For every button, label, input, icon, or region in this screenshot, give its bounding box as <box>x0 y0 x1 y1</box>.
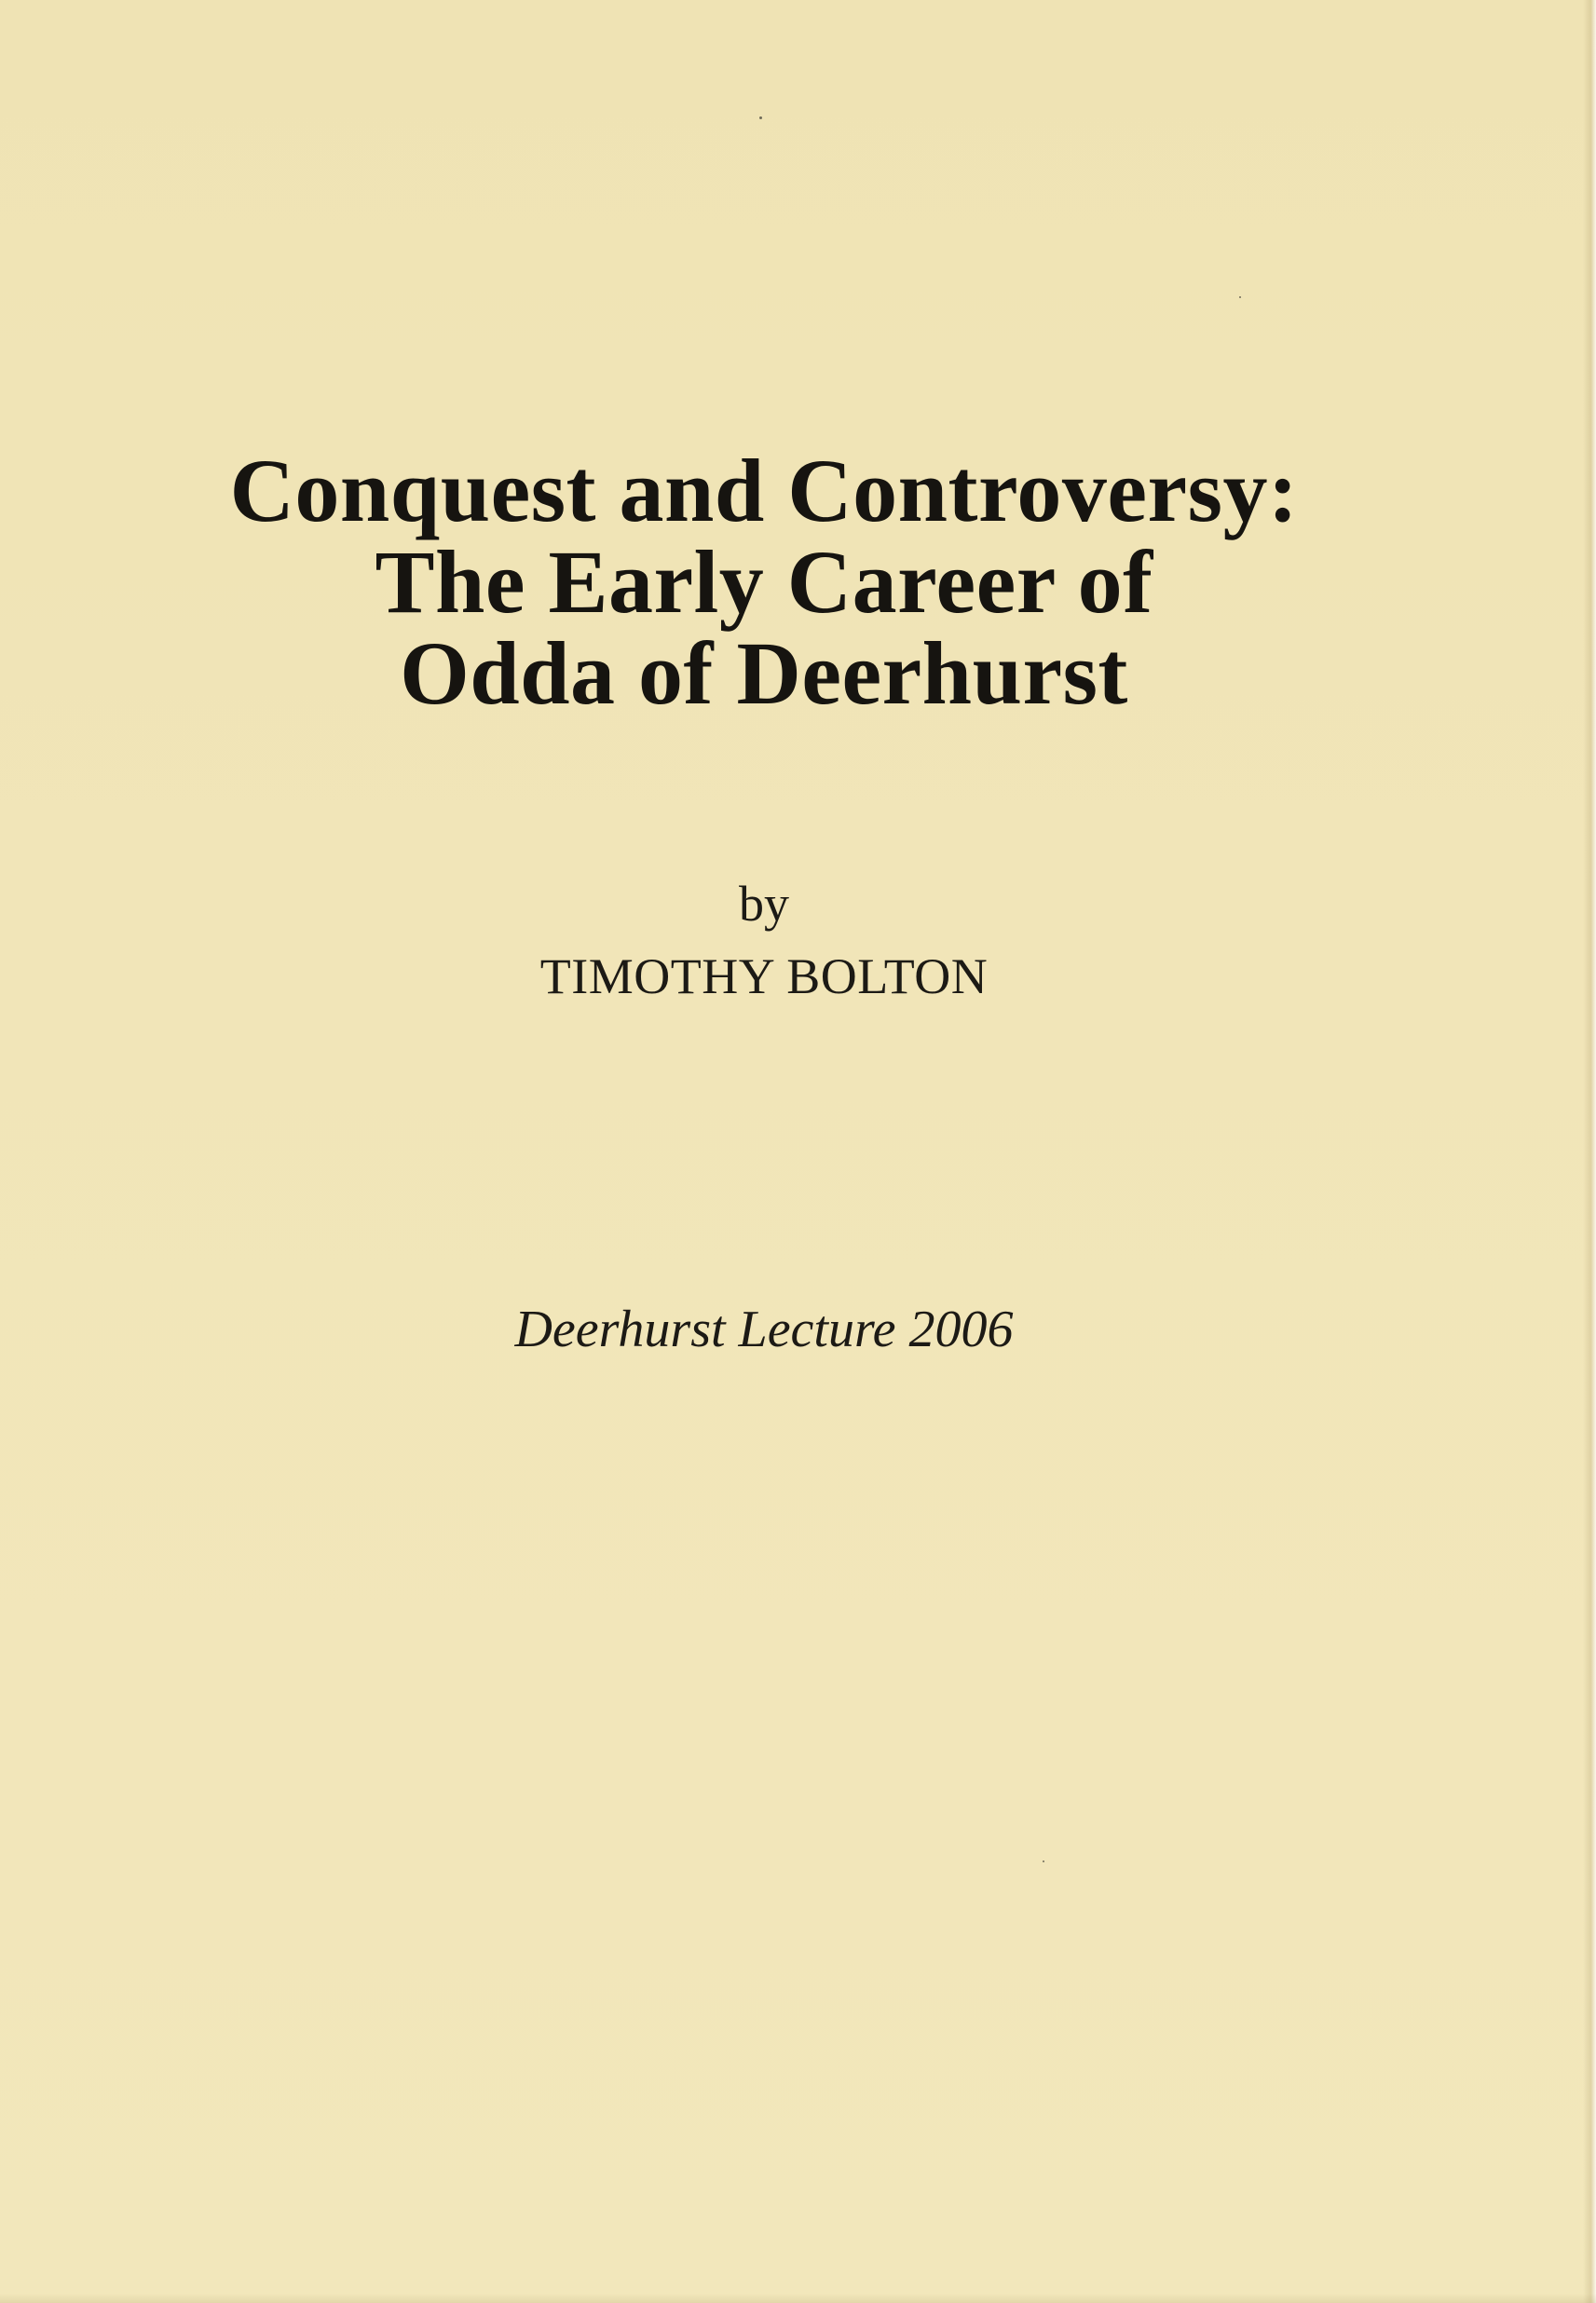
author-name: TIMOTHY BOLTON <box>539 948 989 1004</box>
paper-speck <box>1043 1860 1044 1862</box>
page-edge-shadow <box>1583 0 1596 2303</box>
page-bottom-shadow <box>0 2294 1596 2303</box>
title-line-3: Odda of Deerhurst <box>400 623 1128 723</box>
paper-speck <box>759 116 762 119</box>
paper-speck <box>1239 296 1241 298</box>
title-line-2: The Early Career of <box>375 532 1153 632</box>
by-line: by <box>739 876 789 932</box>
cover-title <box>0 441 1528 723</box>
lecture-series: Deerhurst Lecture 2006 <box>514 1301 1014 1358</box>
title-line-1: Conquest and Controversy: <box>229 441 1299 540</box>
